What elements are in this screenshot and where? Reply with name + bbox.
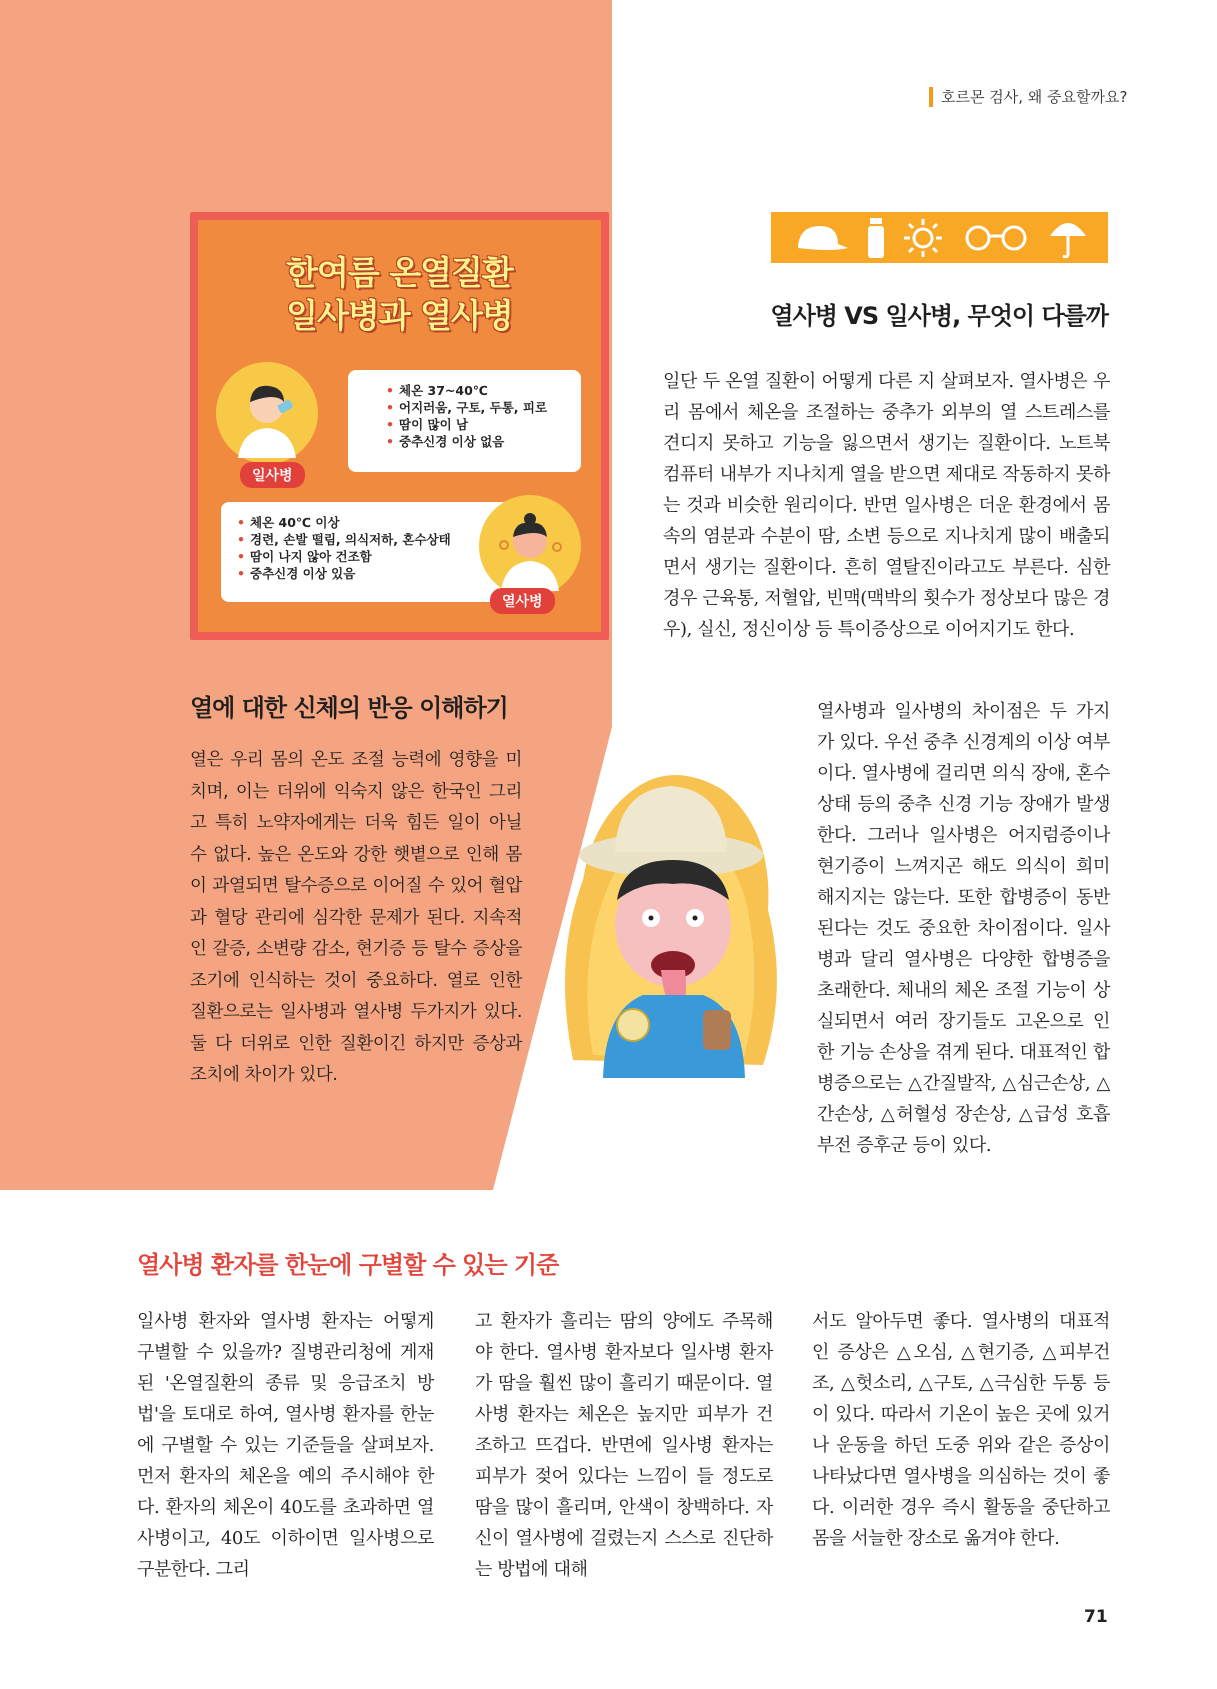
sun-icon <box>902 217 944 259</box>
summer-icon-strip <box>771 212 1108 263</box>
umbrella-icon <box>1048 216 1088 260</box>
heatstroke-label: 열사병 <box>490 588 555 614</box>
section-tag-bar <box>929 87 933 107</box>
sunstroke-person-icon <box>216 362 318 464</box>
body-column-1: 일사병 환자와 열사병 환자는 어떻게 구별할 수 있을까? 질병관리청에 게재된 '온열질환의 종류 및 응급조치 방법'을 토대로 하여, 열사병 환자를 한눈에 구별할 수 있는 기준들을 살펴보자. 먼저 환자의 체온을 예의 주시해야 한다. 환자의 체온이 40도를 초과하면 열사병이고, 40도 이하이면 일사병으로 구분한다. 그리 <box>137 1311 434 1580</box>
body-column-2: 고 환자가 흘리는 땀의 양에도 주목해야 한다. 열사병 환자보다 일사병 환자가 땀을 훨씬 많이 흘리기 때문이다. 열사병 환자는 체온은 높지만 피부가 건조하고 뜨겁다. 반면에 일사병 환자는 피부가 젖어 있다는 느낌이 들 정도로 땀을 많이 흘리며, 안색이 창백하다. 자신이 열사병에 걸렸는지 스스로 진단하는 방법에 대해 <box>475 1311 773 1580</box>
section-tag-label: 호르몬 검사, 왜 중요할까요? <box>941 88 1128 106</box>
sunstroke-symptom: • 중추신경 이상 없음 <box>386 433 569 450</box>
heatstroke-symptom: • 경련, 손발 떨림, 의식저하, 혼수상태 <box>237 531 537 548</box>
body-column-3: 서도 알아두면 좋다. 열사병의 대표적인 증상은 △오심, △현기증, △피부건조, △헛소리, △구토, △극심한 두통 등이 있다. 따라서 기온이 높은 곳에 있거나 운동을 하던 도중 위와 같은 증상이 나타났다면 열사병을 의심하는 것이 좋다. 이러한 경우 즉시 활동을 중단하고 몸을 서늘한 장소로 옮겨야 한다. <box>812 1311 1110 1549</box>
sunstroke-symptom: • 땀이 많이 남 <box>386 416 569 433</box>
heatstroke-symptom: • 체온 40℃ 이상 <box>237 514 537 531</box>
sunscreen-icon <box>867 216 885 260</box>
sunstroke-symptom: • 체온 37~40℃ <box>386 382 569 399</box>
overheated-man-illustration <box>553 760 791 1078</box>
infographic-title-line1: 한여름 온열질환 <box>286 253 513 292</box>
glasses-icon <box>961 223 1031 253</box>
body-paragraph-body-response: 열은 우리 몸의 온도 조절 능력에 영향을 미치며, 이는 더위에 익숙지 않은 한국인 그리고 특히 노약자에게는 더욱 힘든 일이 아닐 수 없다. 높은 온도와 강한 햇볕으로 인해 몸이 과열되면 탈수증으로 이어질 수 있어 혈압과 혈당 관리에 심각한 문제가 된다. 지속적인 갈증, 소변량 감소, 현기증 등 탈수 증상을 조기에 인식하는 것이 중요하다. 열로 인한 질환으로는 일사병과 열사병 두가지가 있다. 둘 다 더위로 인한 질환이긴 하지만 증상과 조치에 차이가 있다. <box>190 750 522 1085</box>
section-tag <box>929 86 1127 107</box>
heatstroke-person-icon <box>479 495 581 597</box>
sunstroke-symptom-panel <box>348 370 581 472</box>
cap-icon <box>792 220 850 256</box>
sunstroke-symptom: • 어지러움, 구토, 두통, 피로 <box>386 399 569 416</box>
section-heading-body-response: 열에 대한 신체의 반응 이해하기 <box>190 694 508 722</box>
sunstroke-label: 일사병 <box>240 462 305 488</box>
heatstroke-symptom: • 중추신경 이상 있음 <box>237 565 537 582</box>
infographic-card <box>190 212 609 640</box>
body-paragraph-difference: 일단 두 온열 질환이 어떻게 다른 지 살펴보자. 열사병은 우리 몸에서 체온을 조절하는 중추가 외부의 열 스트레스를 견디지 못하고 기능을 잃으면서 생기는 질환이다. 노트북 컴퓨터 내부가 지나치게 열을 받으면 제대로 작동하지 못하는 것과 비슷한 원리이다. 반면 일사병은 더운 환경에서 몸속의 염분과 수분이 땀, 소변 등으로 지나치게 많이 배출되면서 생기는 질환이다. 흔히 열탈진이라고도 부른다. 심한 경우 근육통, 저혈압, 빈맥(맥박의 횟수가 정상보다 많은 경우), 실신, 정신이상 등 특이증상으로 이어지기도 한다. <box>663 371 1110 640</box>
section-heading-difference: 열사병 VS 일사병, 무엇이 다를까 <box>770 302 1108 330</box>
page-number: 71 <box>1084 1607 1108 1627</box>
infographic-title-line2: 일사병과 열사병 <box>286 296 513 335</box>
heatstroke-symptom: • 땀이 나지 않아 건조함 <box>237 548 537 565</box>
section-heading-criteria: 열사병 환자를 한눈에 구별할 수 있는 기준 <box>137 1251 559 1279</box>
body-paragraph-complications: 열사병과 일사병의 차이점은 두 가지가 있다. 우선 중추 신경계의 이상 여부이다. 열사병에 걸리면 의식 장애, 혼수상태 등의 중추 신경 기능 장애가 발생한다. 그러나 일사병은 어지럼증이나 현기증이 느껴지곤 해도 의식이 희미해지지는 않는다. 또한 합병증이 동반된다는 것도 중요한 차이점이다. 일사병과 달리 열사병은 다양한 합병증을 초래한다. 체내의 체온 조절 기능이 상실되면서 여러 장기들도 고온으로 인한 기능 손상을 겪게 된다. 대표적인 합병증으로는 △간질발작, △심근손상, △간손상, △허혈성 장손상, △급성 호흡부전 증후군 등이 있다. <box>817 701 1110 1156</box>
infographic-inner <box>198 220 601 632</box>
